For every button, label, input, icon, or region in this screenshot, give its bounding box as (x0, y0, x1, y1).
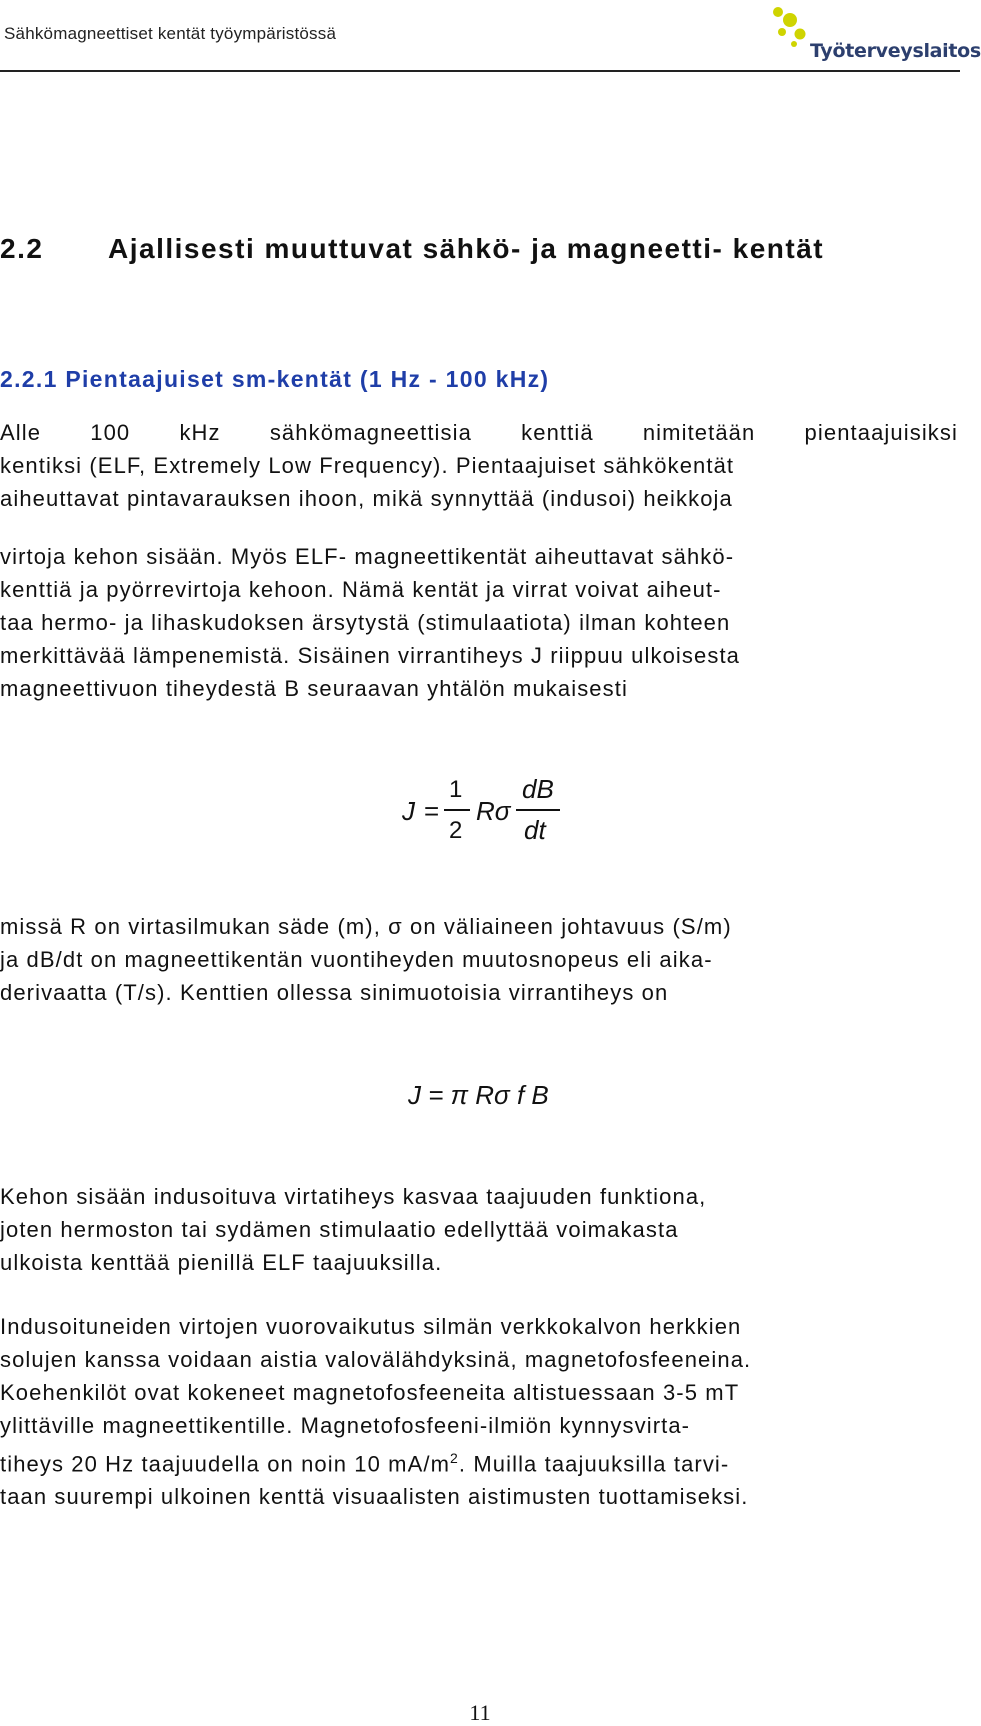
fraction-denominator: 2 (449, 817, 463, 844)
logo-wordmark: Työterveyslaitos (810, 40, 981, 62)
fraction-numerator: 1 (449, 776, 463, 803)
superscript: 2 (450, 1450, 459, 1466)
paragraph-magnetophosphenes (0, 1310, 958, 1513)
equation-sinusoidal: J = π Rσ f B (408, 1080, 549, 1110)
text-line: aiheuttavat pintavarauksen ihoon, mikä synnyttää (indusoi) heikkoja (0, 486, 733, 511)
equation-equals: = (424, 796, 440, 826)
page-header (0, 0, 981, 74)
text-line: kenttiä ja pyörrevirtoja kehoon. Nämä kentät ja virrat voivat aiheut- (0, 577, 722, 602)
text-line: taa hermo- ja lihaskudoksen ärsytystä (stimulaatiota) ilman kohteen (0, 610, 731, 635)
text-line: kentiksi (ELF, Extremely Low Frequency). Pientaajuiset sähkökentät (0, 453, 735, 478)
header-divider (0, 70, 960, 72)
section-title: Ajallisesti muuttuvat sähkö- ja magneetti- kentät (108, 233, 825, 264)
organization-logo (770, 4, 981, 66)
page-number: 11 (469, 1700, 491, 1725)
paragraph-intro (0, 416, 958, 705)
document-title: Sähkömagneettiset kentät työympäristössä (4, 24, 337, 43)
text-line: magneettivuon tiheydestä B seuraavan yhtälön mukaisesti (0, 676, 628, 701)
text-line: Koehenkilöt ovat kokeneet magnetofosfeeneita altistuessaan 3-5 mT (0, 1380, 740, 1405)
paragraph-frequency (0, 1180, 958, 1279)
text-line: merkittävää lämpenemistä. Sisäinen virrantiheys J riippuu ulkoisesta (0, 643, 740, 668)
text-line: joten hermoston tai sydämen stimulaatio edellyttää voimakasta (0, 1217, 679, 1242)
text-line: derivaatta (T/s). Kenttien ollessa sinimuotoisia virrantiheys on (0, 980, 669, 1005)
section-number: 2.2 (0, 233, 44, 264)
text-line: ylittäville magneettikentille. Magnetofosfeeni-ilmiön kynnysvirta- (0, 1413, 691, 1438)
text-segment: . Muilla taajuuksilla tarvi- (458, 1451, 730, 1477)
text-segment: tiheys 20 Hz taajuudella on noin 10 mA/m (0, 1451, 451, 1477)
subsection-heading: 2.2.1 Pientaajuiset sm-kentät (1 Hz - 100 kHz) (0, 366, 550, 392)
fraction-bar (516, 809, 560, 811)
equation-lhs: J (402, 796, 415, 826)
text-line: Alle 100 kHz sähkömagneettisia kenttiä nimitetään pientaajuisiksi (0, 420, 958, 445)
text-line: missä R on virtasilmukan säde (m), σ on väliaineen johtavuus (S/m) (0, 914, 732, 939)
paragraph-definitions (0, 910, 958, 1009)
text-line: solujen kanssa voidaan aistia valovälähdyksinä, magnetofosfeeneina. (0, 1347, 752, 1372)
fraction-bar (444, 809, 470, 811)
fraction-denominator: dt (524, 815, 546, 845)
equation-r-sigma: Rσ (476, 796, 511, 826)
text-line: taan suurempi ulkoinen kenttä visuaalisten aistimusten tuottamiseksi. (0, 1484, 749, 1510)
text-line: ulkoista kenttää pienillä ELF taajuuksilla. (0, 1250, 443, 1275)
text-line: virtoja kehon sisään. Myös ELF- magneettikentät aiheuttavat sähkö- (0, 544, 735, 569)
text-line: Indusoituneiden virtojen vuorovaikutus silmän verkkokalvon herkkien (0, 1314, 742, 1339)
text-line: Kehon sisään indusoituva virtatiheys kasvaa taajuuden funktiona, (0, 1184, 707, 1209)
text-line: ja dB/dt on magneettikentän vuontiheyden muutosnopeus eli aika- (0, 947, 713, 972)
text-line (0, 1442, 958, 1480)
fraction-numerator: dB (522, 774, 554, 804)
